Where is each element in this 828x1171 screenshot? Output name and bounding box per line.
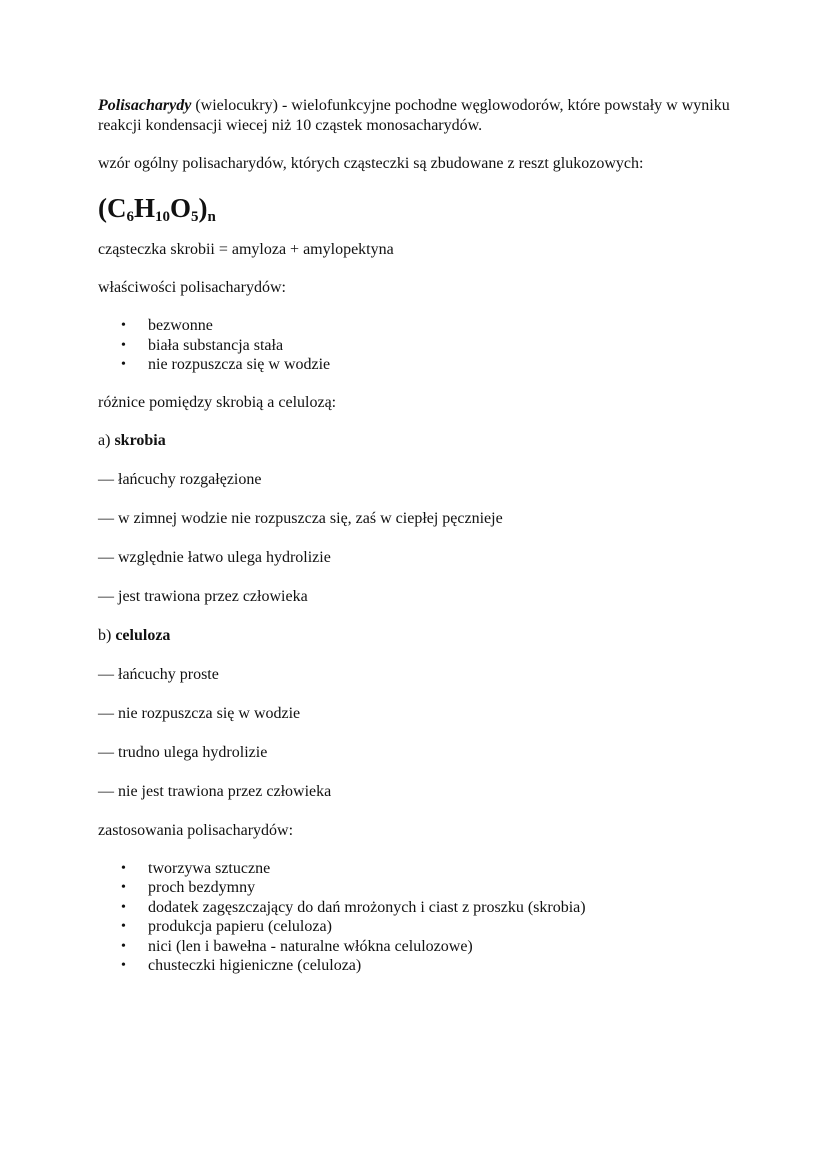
starch-point: — w zimnej wodzie nie rozpuszcza się, zaś w ciepłej pęcznieje xyxy=(98,509,503,527)
general-formula-intro: wzór ogólny polisacharydów, których cząsteczki są zbudowane z reszt glukozowych: xyxy=(98,155,644,172)
cellulose-point: — łańcuchy proste xyxy=(98,665,219,683)
starch-composition: cząsteczka skrobii = amyloza + amylopektyna xyxy=(98,241,394,258)
bullet-icon: • xyxy=(121,880,126,895)
formula-c-subscript: 6 xyxy=(126,209,134,225)
list-item: • produkcja papieru (celuloza) xyxy=(121,918,332,935)
uses-heading: zastosowania polisacharydów: xyxy=(98,821,294,839)
list-item: • proch bezdymny xyxy=(121,879,256,896)
bullet-icon: • xyxy=(121,958,126,973)
cellulose-heading: b) celuloza xyxy=(98,626,171,644)
intro-paragraph xyxy=(98,96,738,136)
general-formula xyxy=(98,192,738,224)
list-item: • nici (len i bawełna - naturalne włókna celulozowe) xyxy=(121,937,473,955)
differences-heading: różnice pomiędzy skrobią a celulozą: xyxy=(98,393,337,411)
list-item: • nie rozpuszcza się w wodzie xyxy=(121,356,331,373)
formula-h: H xyxy=(134,193,156,223)
bullet-icon: • xyxy=(121,899,126,915)
bullet-icon: • xyxy=(121,919,126,934)
properties-heading: właściwości polisacharydów: xyxy=(98,279,286,296)
starch-point: — względnie łatwo ulega hydrolizie xyxy=(98,548,331,566)
cellulose-point: — nie rozpuszcza się w wodzie xyxy=(98,704,301,722)
starch-name: skrobia xyxy=(114,431,166,449)
starch-point: — łańcuchy rozgałęzione xyxy=(98,470,262,488)
cellulose-point: — nie jest trawiona przez człowieka xyxy=(98,782,332,800)
list-item: • tworzywa sztuczne xyxy=(121,859,271,877)
formula-open-c: (C xyxy=(98,193,127,223)
bullet-icon: • xyxy=(121,938,126,954)
intro-term: Polisacharydy xyxy=(98,97,192,114)
formula-n-subscript: n xyxy=(207,209,216,225)
formula-o-subscript: 5 xyxy=(191,209,199,225)
list-item: • bezwonne xyxy=(121,317,213,334)
cellulose-point: — trudno ulega hydrolizie xyxy=(98,743,268,761)
formula-h-subscript: 10 xyxy=(155,209,171,225)
formula-close: ) xyxy=(198,193,208,223)
list-item: • biała substancja stała xyxy=(121,336,284,354)
bullet-icon: • xyxy=(121,357,126,372)
formula-o: O xyxy=(170,193,192,223)
properties-list xyxy=(98,316,738,375)
bullet-icon: • xyxy=(121,860,126,876)
uses-list xyxy=(98,859,738,976)
cellulose-name: celuloza xyxy=(115,626,171,644)
starch-point: — jest trawiona przez człowieka xyxy=(98,587,308,605)
bullet-icon: • xyxy=(121,318,126,333)
list-item: • chusteczki higieniczne (celuloza) xyxy=(121,957,362,974)
list-item: • dodatek zagęszczający do dań mrożonych i ciast z proszku (skrobia) xyxy=(121,898,586,916)
document-page xyxy=(98,96,738,994)
intro-definition: (wielocukry) - wielofunkcyjne pochodne węglowodorów, które powstały w wyniku reakcji kondensacji wiecej niż 10 cząstek monosacharydów. xyxy=(98,97,730,134)
starch-heading: a) skrobia xyxy=(98,431,166,449)
bullet-icon: • xyxy=(121,337,126,353)
